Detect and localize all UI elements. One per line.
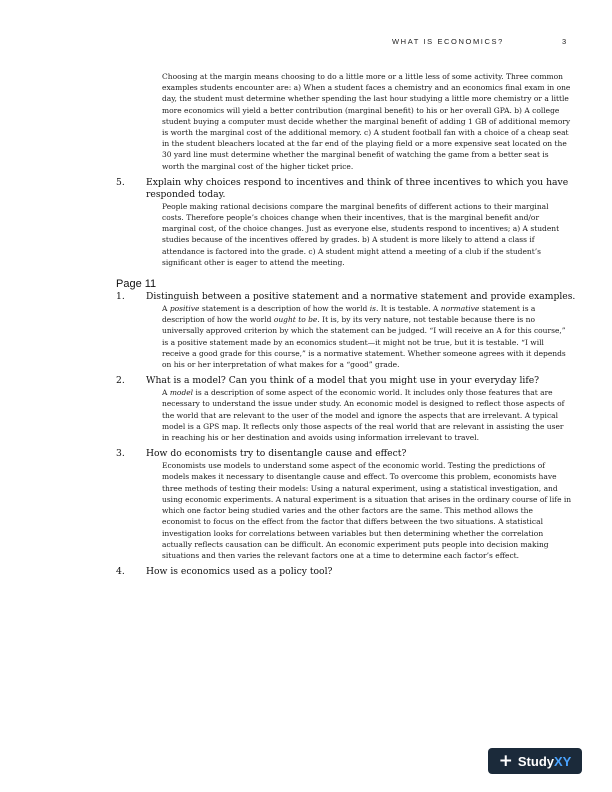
question-number: 5. — [116, 176, 125, 188]
question-text: Explain why choices respond to incentives and think of three incentives to which you have responded today. — [146, 176, 569, 200]
page-content — [0, 71, 612, 578]
question-5 — [116, 176, 586, 201]
answer-p11-1: A positive statement is a description of how the world is. It is testable. A normative statement is a description of how the world ought to be. It is, by its very nature, not testable because there is no universally approved criterion by which the statement can be judged. “I will receive an A for this course,” is a positive statement made by an economics student—it might not be true, but it is testable. “I will receive a good grade for this course,” is a normative statement. Whether someone agrees with it depends on his or her interpretation of what makes for a “good” grade. — [162, 304, 566, 370]
question-number: 3. — [116, 448, 125, 460]
plus-icon: + — [498, 750, 513, 771]
studyxy-logo[interactable] — [488, 748, 582, 774]
question-text: How is economics used as a policy tool? — [146, 566, 333, 578]
question-text: What is a model? Can you think of a model that you might use in your everyday life? — [146, 375, 540, 387]
running-title: WHAT IS ECONOMICS? — [392, 37, 504, 46]
question-number: 1. — [116, 291, 125, 303]
question-p11-3 — [116, 448, 586, 460]
answer-p11-3: Economists use models to understand some aspect of the economic world. Testing the predictions of models makes it necessary to disentangle cause and effect. To overcome this problem, economists have three methods of testing their models: Using a natural experiment, using a statistical investigation, and using economic experiments. A natural experiment is a situation that arises in the ordinary course of life in which one factor being studied varies and the other factors are the same. This method allows the economist to focus on the effect from the factor that differs between the two situations. A statistical investigation looks for correlations between variables but then determining whether the correlation actually reflects causation can be difficult. An economic experiment puts people into decision making situations and then varies the relevant factors one at a time to determine each factor’s effect. — [162, 461, 572, 560]
logo-wordmark: StudyXY — [517, 753, 572, 769]
question-number: 4. — [116, 566, 125, 578]
answer-5: People making rational decisions compare the marginal benefits of different actions to their marginal costs. Therefore people’s choices change when their incentives, that is the marginal benefit and/or marginal cost, of the choice changes. Just as everyone else, students respond to incentives; a) A student studies because of the incentives offered by grades. b) A student is more likely to attend a class if attendance is factored into the grade. c) A student might attend a meeting of a club if the student’s significant other is eager to attend the meeting. — [162, 201, 560, 267]
question-p11-2 — [116, 375, 586, 387]
answer-p11-2: A model is a description of some aspect of the economic world. It includes only those features that are necessary to understand the issue under study. An economic model is designed to reflect those aspects of the world that are relevant to the user of the model and ignore the aspects that are irrelevant. A typical model is a GPS map. It reflects only those aspects of the real world that are relevant in assisting the user in reaching his or her destination and avoids using information irrelevant to travel. — [162, 388, 565, 443]
question-p11-1 — [116, 291, 586, 303]
question-text: Distinguish between a positive statement and a normative statement and provide examples. — [146, 291, 576, 303]
question-p11-4 — [116, 566, 586, 578]
question-number: 2. — [116, 375, 125, 387]
intro-answer: Choosing at the margin means choosing to do a little more or a little less of some activity. Three common examples students encounter are: a) When a student faces a chemistry and an economics final exam in one day, the student must determine whether spending the last hour studying a little more chemistry or a little more economics will yield a better contribution (marginal benefit) to his or her overall GPA. b) A college student buying a computer must decide whether the marginal benefit of adding 1 GB of additional memory is worth the marginal cost of the additional memory. c) A student football fan with a choice of a cheap seat in the student bleachers located at the far end of the playing field or a more expensive seat located on the 30 yard line must determine whether the marginal benefit of watching the game from a better seat is worth the marginal cost of the higher ticket price. — [162, 72, 571, 171]
question-text: How do economists try to disentangle cause and effect? — [146, 448, 407, 460]
section-heading: Page 11 — [116, 278, 157, 291]
page-number: 3 — [562, 37, 567, 46]
